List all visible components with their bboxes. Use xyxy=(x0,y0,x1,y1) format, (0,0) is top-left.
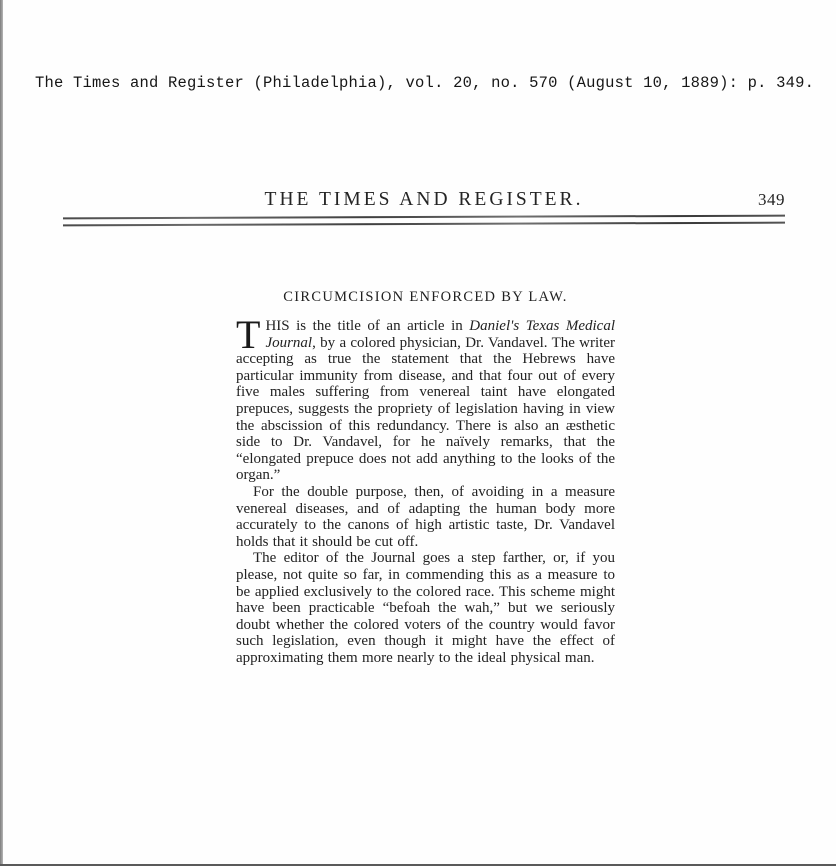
citation-line: The Times and Register (Philadelphia), vol. 20, no. 570 (August 10, 1889): p. 349. xyxy=(35,74,815,92)
masthead-rule-bottom xyxy=(63,222,785,226)
paragraph-1-rest-text: , by a colored physician, Dr. Vandavel. The writer accepting as true the statement that the Hebrews have particular immunity from disease, and that four out of every five males suffering from venereal taint have elongated prepuces, suggests the propriety of legislation having in view the abscission of this redundancy. There is also an æsthetic side to Dr. Vandavel, for he naïvely remarks, that the “elongated prepuce does not add anything to the looks of the organ.” xyxy=(236,334,615,484)
article-paragraph-3: The editor of the Journal goes a step farther, or, if you please, not quite so far, in commending this as a measure to be applied exclusively to the colored race. This scheme might have been practicable “befoah the wah,” but we seriously doubt whether the colored voters of the country would favor such legislation, even though it might have the effect of approximating them more nearly to the ideal physical man. xyxy=(236,550,615,666)
journal-name-italic: Daniel's Texas Medical Journal xyxy=(265,318,615,351)
article-title: CIRCUMCISION ENFORCED BY LAW. xyxy=(283,289,568,305)
article-paragraph-1 xyxy=(236,312,615,484)
dropcap-letter: T xyxy=(236,312,261,357)
article-paragraph-2: For the double purpose, then, of avoiding in a measure venereal diseases, and of adapting the human body more accurately to the canons of high artistic taste, Dr. Vandavel holds that it should be cut off. xyxy=(236,483,615,550)
journal-masthead xyxy=(63,189,785,211)
page-number: 349 xyxy=(758,190,785,209)
article xyxy=(236,289,615,666)
journal-title: THE TIMES AND REGISTER. xyxy=(264,189,584,210)
paragraph-1-lead-text: HIS is the title of an article in xyxy=(265,318,470,334)
scan-edge-left xyxy=(0,0,3,866)
masthead-rule-top xyxy=(63,215,785,220)
